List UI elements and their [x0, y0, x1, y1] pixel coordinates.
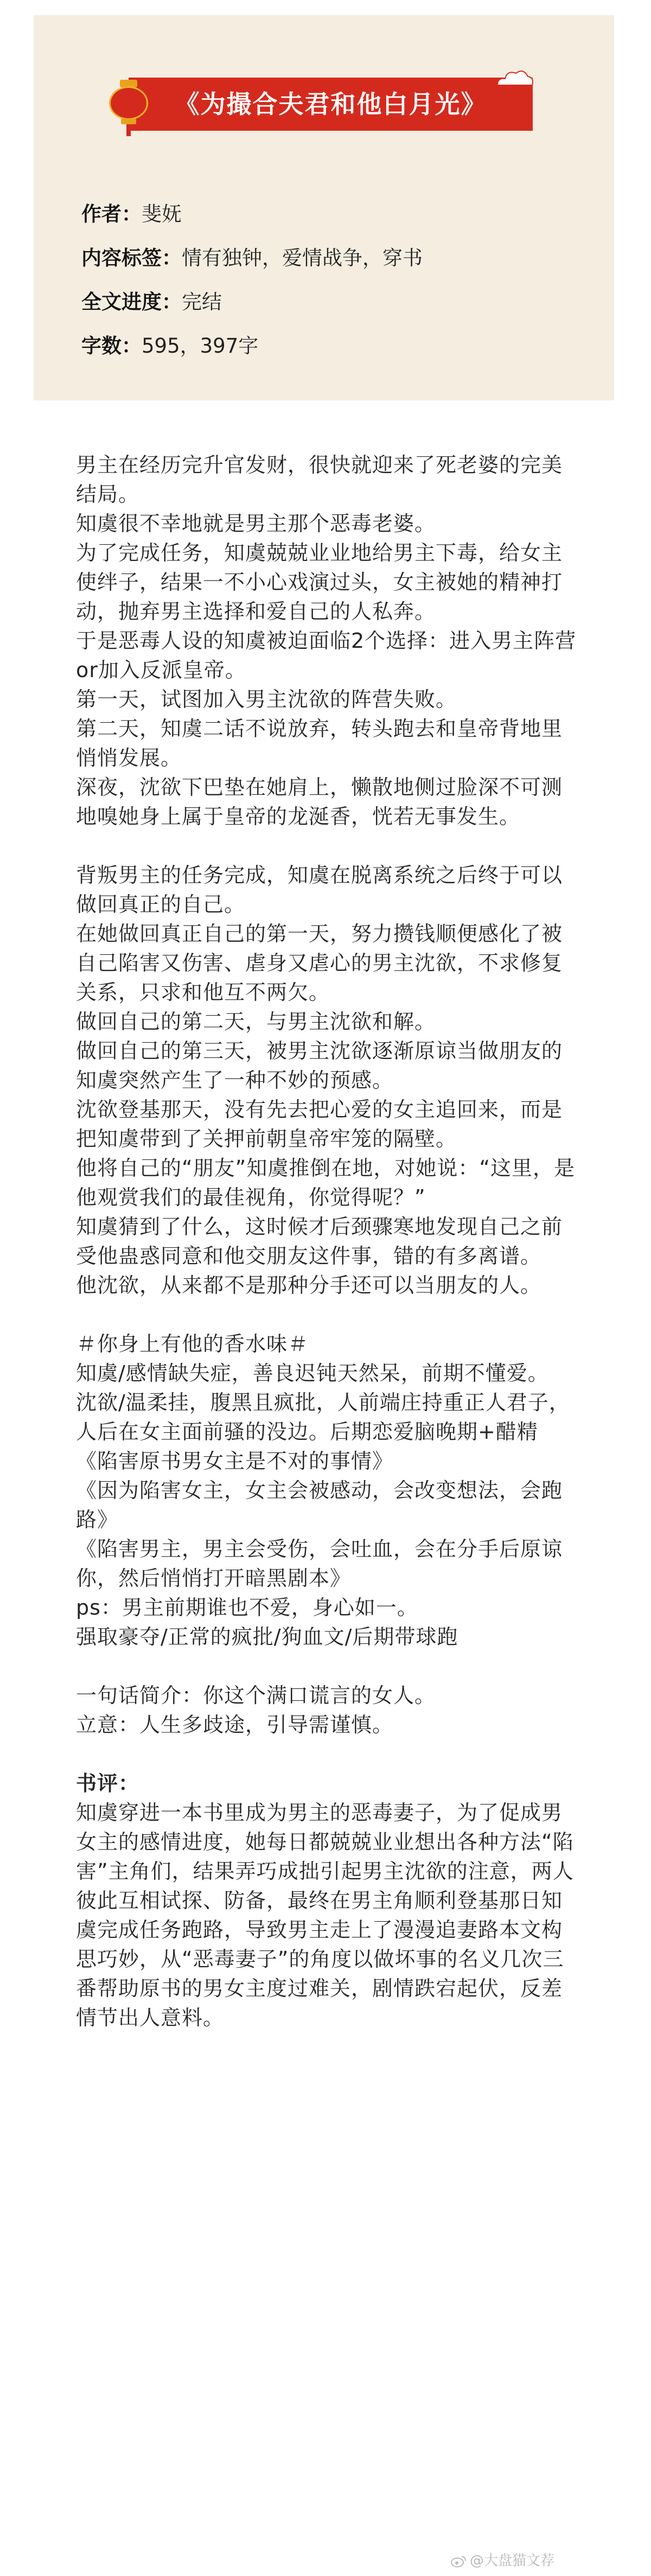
meta-value: 完结	[182, 290, 222, 314]
meta-value: 情有独钟，爱情战争，穿书	[182, 246, 423, 270]
lantern-icon	[106, 76, 155, 136]
paragraph: 《陷害原书男女主是不对的事情》	[76, 1449, 394, 1473]
paragraph: 做回自己的第三天，被男主沈欲逐渐原谅当做朋友的知虞突然产生了一种不妙的预感。	[76, 1039, 563, 1092]
weibo-icon	[450, 2555, 467, 2568]
hashtag: ＃你身上有他的香水味＃	[76, 1332, 309, 1356]
paragraph: 沈欲/温柔挂，腹黑且疯批，人前端庄持重正人君子，人后在女主面前骚的没边。后期恋爱脑晚期+醋精	[76, 1391, 570, 1444]
paragraph: 沈欲登基那天，没有先去把心爱的女主追回来，而是把知虞带到了关押前朝皇帝牢笼的隔壁。	[76, 1098, 563, 1151]
watermark	[450, 2550, 635, 2572]
theme-statement: 立意：人生多歧途，引导需谨慎。	[76, 1713, 394, 1737]
paragraph: 在她做回真正自己的第一天，努力攒钱顺便感化了被自己陷害又伤害、虐身又虐心的男主沈欲，不求修复关系，只求和他互不两欠。	[76, 922, 563, 1004]
meta-key: 作者：	[81, 202, 142, 226]
paragraph: 他沈欲，从来都不是那种分手还可以当朋友的人。	[76, 1273, 542, 1297]
paragraph: 为了完成任务，知虞兢兢业业地给男主下毒，给女主使绊子，结果一不小心戏演过头，女主被她的精神打动，抛弃男主选择和爱自己的人私奔。	[76, 541, 563, 623]
meta-value: 595，397字	[142, 334, 259, 358]
paragraph: 第二天，知虞二话不说放弃，转头跑去和皇帝背地里悄悄发展。	[76, 717, 563, 770]
meta-value: 斐妩	[142, 202, 182, 226]
meta-tags	[81, 244, 597, 288]
review-text: 知虞穿进一本书里成为男主的恶毒妻子，为了促成男女主的感情进度，她每日都兢兢业业想出各种方法“陷害”主角们，结果弄巧成拙引起男主沈欲的注意，两人彼此互相试探、防备，最终在男主角顺利登基那日知虞完成任务跑路，导致男主走上了漫漫追妻路本文构思巧妙，从“恶毒妻子”的角度以做坏事的名义几次三番帮助原书的男女主度过难关，剧情跌宕起伏，反差情节出人意料。	[76, 1801, 574, 2030]
paragraph: 男主在经历完升官发财，很快就迎来了死老婆的完美结局。	[76, 453, 563, 506]
meta-progress	[81, 288, 597, 331]
paragraph: 知虞很不幸地就是男主那个恶毒老婆。	[76, 512, 436, 535]
meta-author	[81, 200, 597, 244]
paragraph: 他将自己的“朋友”知虞推倒在地，对她说：“这里，是他观赏我们的最佳视角，你觉得呢？”	[76, 1156, 576, 1209]
paragraph: 知虞/感情缺失症，善良迟钝天然呆，前期不懂爱。	[76, 1361, 549, 1385]
paragraph: 深夜，沈欲下巴垫在她肩上，懒散地侧过脸深不可测地嗅她身上属于皇帝的龙涎香，恍若无事发生。	[76, 775, 563, 828]
review-heading: 书评：	[76, 1771, 140, 1795]
meta-key: 内容标签：	[81, 246, 182, 270]
paragraph: 强取豪夺/正常的疯批/狗血文/后期带球跑	[76, 1625, 458, 1649]
meta-key: 字数：	[81, 334, 142, 358]
paragraph: 第一天，试图加入男主沈欲的阵营失败。	[76, 687, 457, 711]
paragraph: 《陷害男主，男主会受伤，会吐血，会在分手后原谅你，然后悄悄打开暗黑剧本》	[76, 1537, 563, 1590]
paragraph: 于是恶毒人设的知虞被迫面临2个选择：进入男主阵营or加入反派皇帝。	[76, 629, 577, 682]
paragraph: 知虞猜到了什么，这时候才后颈骤寒地发现自己之前受他蛊惑同意和他交朋友这件事，错的有多离谱。	[76, 1215, 563, 1268]
one-line-summary: 一句话简介：你这个满口谎言的女人。	[76, 1684, 436, 1707]
book-info-card	[34, 15, 614, 400]
synopsis	[76, 450, 580, 2032]
paragraph: ps：男主前期谁也不爱，身心如一。	[76, 1596, 418, 1619]
meta-word-count	[81, 331, 597, 375]
meta-key: 全文进度：	[81, 290, 182, 314]
paragraph: 《因为陷害女主，女主会被感动，会改变想法，会跑路》	[76, 1478, 563, 1532]
book-meta	[81, 200, 597, 375]
paragraph: 做回自己的第二天，与男主沈欲和解。	[76, 1010, 436, 1034]
paragraph: 背叛男主的任务完成，知虞在脱离系统之后终于可以做回真正的自己。	[76, 863, 563, 916]
title-banner	[91, 56, 535, 132]
book-title: 《为撮合夫君和他白月光》	[174, 90, 487, 119]
watermark-text: @大盘猫文荐	[470, 2553, 555, 2569]
